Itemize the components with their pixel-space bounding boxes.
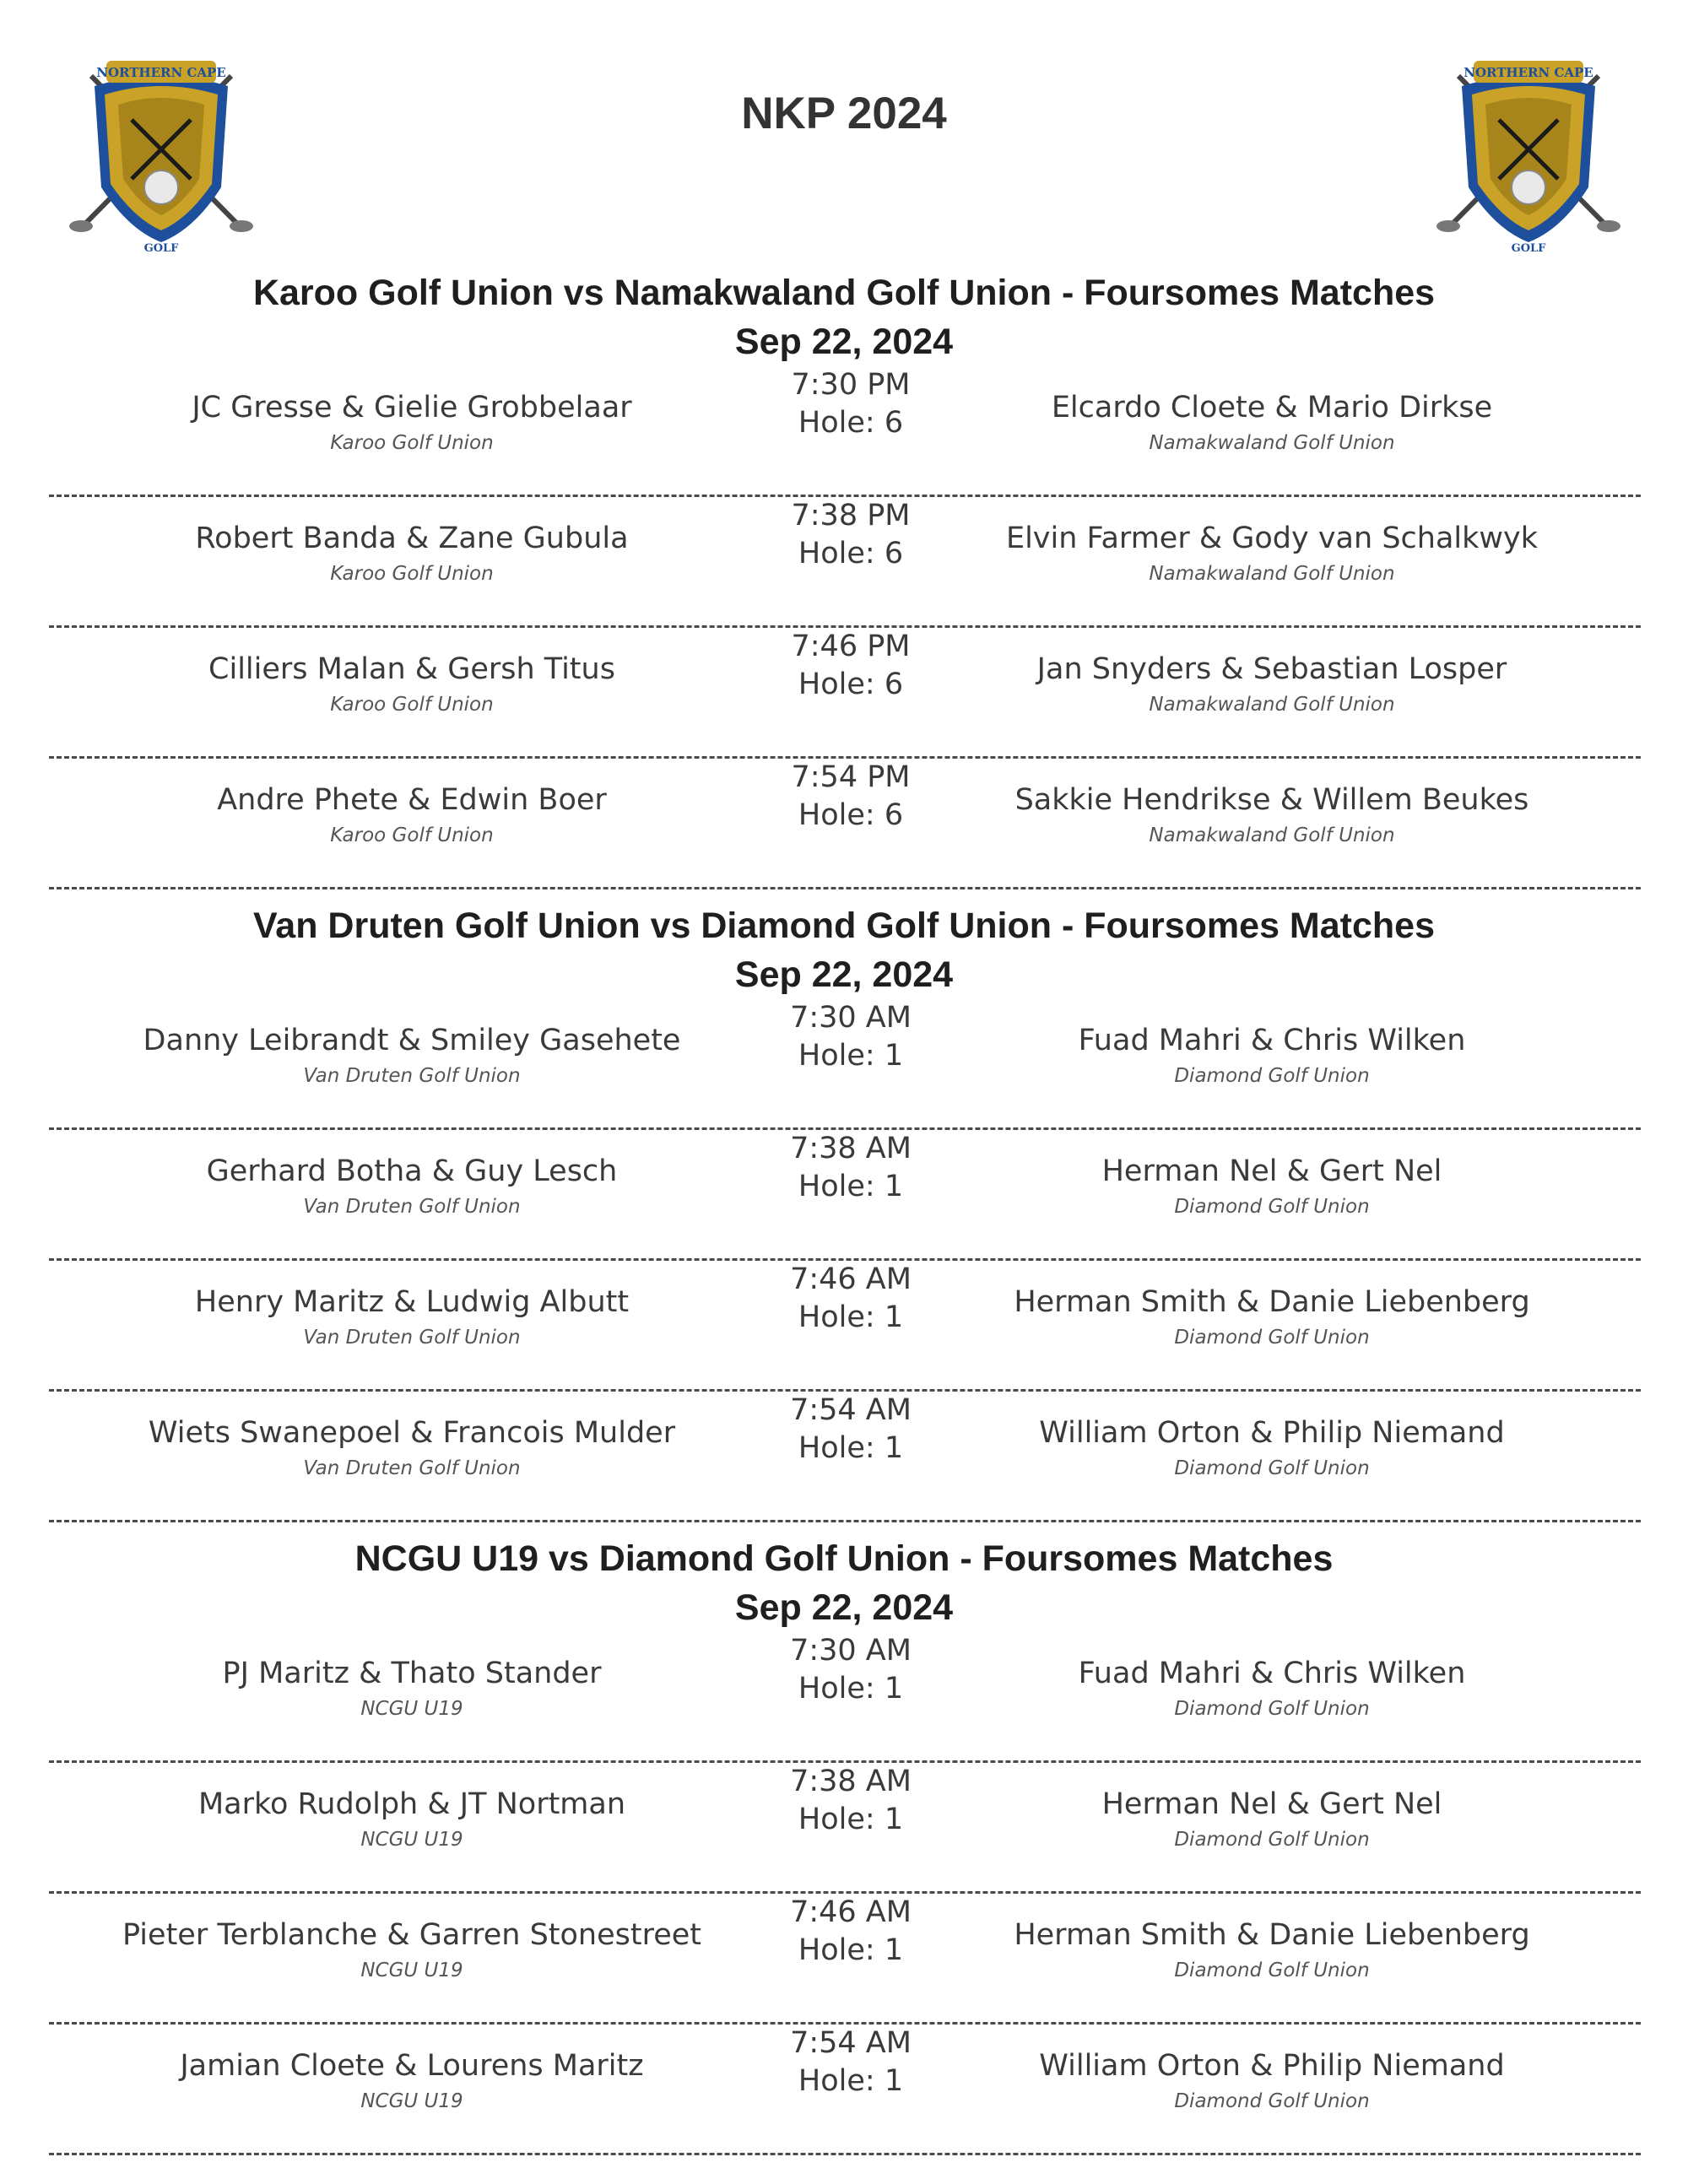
- tee-hole: Hole: 1: [798, 1039, 904, 1073]
- left-player-names: Wiets Swanepoel & Francois Mulder: [148, 1416, 676, 1450]
- tee-time: 7:46 AM: [790, 1895, 912, 1929]
- right-player-names: Herman Nel & Gert Nel: [1101, 1787, 1442, 1821]
- match-row: [0, 497, 1688, 625]
- right-player-names: Elvin Farmer & Gody van Schalkwyk: [1005, 522, 1539, 555]
- left-player-names: PJ Maritz & Thato Stander: [222, 1657, 602, 1690]
- dashed-divider: [49, 2153, 1641, 2155]
- left-union-name: NCGU U19: [360, 2090, 463, 2112]
- dashed-divider: [49, 1520, 1641, 1522]
- right-player-names: Elcardo Cloete & Mario Dirkse: [1051, 391, 1493, 424]
- tee-hole: Hole: 1: [798, 2064, 904, 2098]
- left-pair: [74, 1916, 749, 1985]
- section-date: Sep 22, 2024: [734, 1587, 954, 1628]
- right-player-names: Fuad Mahri & Chris Wilken: [1078, 1657, 1466, 1690]
- match-row: [0, 1130, 1688, 1258]
- left-player-names: Cilliers Malan & Gersh Titus: [208, 652, 615, 686]
- match-row: [0, 1632, 1688, 1760]
- left-union-name: Van Druten Golf Union: [303, 1457, 521, 1479]
- left-union-name: Karoo Golf Union: [330, 694, 494, 716]
- right-player-names: Herman Nel & Gert Nel: [1101, 1154, 1442, 1188]
- right-pair: [934, 388, 1610, 457]
- left-pair: [74, 650, 749, 719]
- left-union-name: Van Druten Golf Union: [303, 1065, 521, 1087]
- match-row: [0, 2025, 1688, 2153]
- left-pair: [74, 1021, 749, 1090]
- right-union-name: Diamond Golf Union: [1174, 1698, 1370, 1720]
- tee-hole: Hole: 6: [798, 668, 904, 701]
- tee-hole: Hole: 6: [798, 537, 904, 570]
- match-row: [0, 999, 1688, 1127]
- right-union-name: Diamond Golf Union: [1174, 1829, 1370, 1851]
- section-date: Sep 22, 2024: [734, 322, 954, 362]
- right-pair: [934, 1785, 1610, 1854]
- left-union-name: Van Druten Golf Union: [303, 1327, 521, 1349]
- section-title: Van Druten Golf Union vs Diamond Golf Union - Foursomes Matches: [253, 905, 1435, 946]
- right-union-name: Diamond Golf Union: [1174, 1960, 1370, 1981]
- match-row: [0, 759, 1688, 887]
- left-union-name: NCGU U19: [360, 1960, 463, 1981]
- left-player-names: Danny Leibrandt & Smiley Gasehete: [143, 1024, 681, 1057]
- tee-time: 7:30 AM: [790, 1634, 912, 1668]
- logo-top-text: NORTHERN CAPE: [96, 65, 226, 80]
- tee-time: 7:54 AM: [790, 1393, 912, 1427]
- right-player-names: William Orton & Philip Niemand: [1039, 1416, 1505, 1450]
- left-player-names: Robert Banda & Zane Gubula: [195, 522, 629, 555]
- logo-bottom-text: GOLF: [143, 242, 179, 255]
- match-row: [0, 1894, 1688, 2022]
- right-union-name: Diamond Golf Union: [1174, 1327, 1370, 1349]
- tee-time: 7:54 AM: [790, 2026, 912, 2060]
- right-pair: [934, 781, 1610, 850]
- left-player-names: Andre Phete & Edwin Boer: [217, 783, 607, 817]
- left-union-name: NCGU U19: [360, 1698, 463, 1720]
- right-union-name: Diamond Golf Union: [1174, 1065, 1370, 1087]
- left-union-name: Karoo Golf Union: [330, 432, 494, 454]
- right-pair: [934, 1152, 1610, 1221]
- left-pair: [74, 781, 749, 850]
- section-header: [0, 268, 1688, 366]
- section-title: NCGU U19 vs Diamond Golf Union - Foursomes Matches: [354, 1538, 1334, 1579]
- tee-time: 7:38 AM: [790, 1132, 912, 1165]
- right-player-names: Sakkie Hendrikse & Willem Beukes: [1014, 783, 1529, 817]
- fixture-section: [0, 901, 1688, 1522]
- logo-top-text: NORTHERN CAPE: [1463, 65, 1593, 80]
- match-sections: [0, 268, 1688, 2155]
- tee-time: 7:38 AM: [790, 1765, 912, 1798]
- right-union-name: Namakwaland Golf Union: [1149, 824, 1395, 846]
- section-header: [0, 901, 1688, 999]
- left-player-names: Pieter Terblanche & Garren Stonestreet: [122, 1918, 702, 1952]
- right-union-name: Namakwaland Golf Union: [1149, 694, 1395, 716]
- left-pair: [74, 519, 749, 588]
- section-title: Karoo Golf Union vs Namakwaland Golf Union - Foursomes Matches: [252, 273, 1436, 313]
- match-row: [0, 1763, 1688, 1891]
- right-player-names: Herman Smith & Danie Liebenberg: [1014, 1918, 1530, 1952]
- right-union-name: Namakwaland Golf Union: [1149, 432, 1395, 454]
- section-header: [0, 1534, 1688, 1632]
- tee-time: 7:54 PM: [791, 760, 911, 794]
- right-player-names: Fuad Mahri & Chris Wilken: [1078, 1024, 1466, 1057]
- left-player-names: Marko Rudolph & JT Nortman: [197, 1787, 626, 1821]
- tee-time: 7:30 AM: [790, 1001, 912, 1035]
- tee-hole: Hole: 1: [798, 1803, 904, 1836]
- left-player-names: JC Gresse & Gielie Grobbelaar: [192, 391, 632, 424]
- right-player-names: Herman Smith & Danie Liebenberg: [1014, 1285, 1530, 1319]
- left-pair: [74, 1414, 749, 1483]
- right-pair: [934, 519, 1610, 588]
- left-pair: [74, 1283, 749, 1352]
- section-date: Sep 22, 2024: [734, 954, 954, 995]
- match-row: [0, 628, 1688, 756]
- left-union-name: Karoo Golf Union: [330, 563, 494, 585]
- match-row: [0, 1261, 1688, 1389]
- right-union-name: Diamond Golf Union: [1174, 2090, 1370, 2112]
- tee-time: 7:46 PM: [791, 630, 911, 663]
- left-player-names: Henry Maritz & Ludwig Albutt: [194, 1285, 630, 1319]
- tee-hole: Hole: 1: [798, 1933, 904, 1967]
- dashed-divider: [49, 887, 1641, 889]
- right-pair: [934, 1021, 1610, 1090]
- right-pair: [934, 1283, 1610, 1352]
- match-row: [0, 366, 1688, 495]
- right-pair: [934, 1916, 1610, 1985]
- match-row: [0, 1392, 1688, 1520]
- right-pair: [934, 2046, 1610, 2116]
- right-union-name: Namakwaland Golf Union: [1149, 563, 1395, 585]
- tee-hole: Hole: 1: [798, 1170, 904, 1203]
- left-player-names: Jamian Cloete & Lourens Maritz: [180, 2049, 644, 2083]
- tee-hole: Hole: 1: [798, 1300, 904, 1334]
- left-pair: [74, 388, 749, 457]
- left-union-name: Karoo Golf Union: [330, 824, 494, 846]
- tee-hole: Hole: 1: [798, 1431, 904, 1465]
- tee-time: 7:46 AM: [790, 1262, 912, 1296]
- tee-time: 7:38 PM: [791, 499, 911, 532]
- logo-bottom-text: GOLF: [1511, 242, 1546, 255]
- right-union-name: Diamond Golf Union: [1174, 1196, 1370, 1218]
- page-title: NKP 2024: [741, 89, 947, 138]
- fixture-section: [0, 268, 1688, 889]
- right-player-names: William Orton & Philip Niemand: [1039, 2049, 1505, 2083]
- left-union-name: NCGU U19: [360, 1829, 463, 1851]
- tee-hole: Hole: 1: [798, 1672, 904, 1706]
- tee-hole: Hole: 6: [798, 798, 904, 832]
- right-player-names: Jan Snyders & Sebastian Losper: [1036, 652, 1507, 686]
- left-pair: [74, 1785, 749, 1854]
- left-pair: [74, 1152, 749, 1221]
- right-pair: [934, 1414, 1610, 1483]
- fixture-section: [0, 1534, 1688, 2155]
- left-player-names: Gerhard Botha & Guy Lesch: [206, 1154, 618, 1188]
- tee-time: 7:30 PM: [791, 368, 911, 402]
- right-pair: [934, 1654, 1610, 1723]
- tee-hole: Hole: 6: [798, 406, 904, 440]
- left-union-name: Van Druten Golf Union: [303, 1196, 521, 1218]
- right-union-name: Diamond Golf Union: [1174, 1457, 1370, 1479]
- left-pair: [74, 2046, 749, 2116]
- left-pair: [74, 1654, 749, 1723]
- right-pair: [934, 650, 1610, 719]
